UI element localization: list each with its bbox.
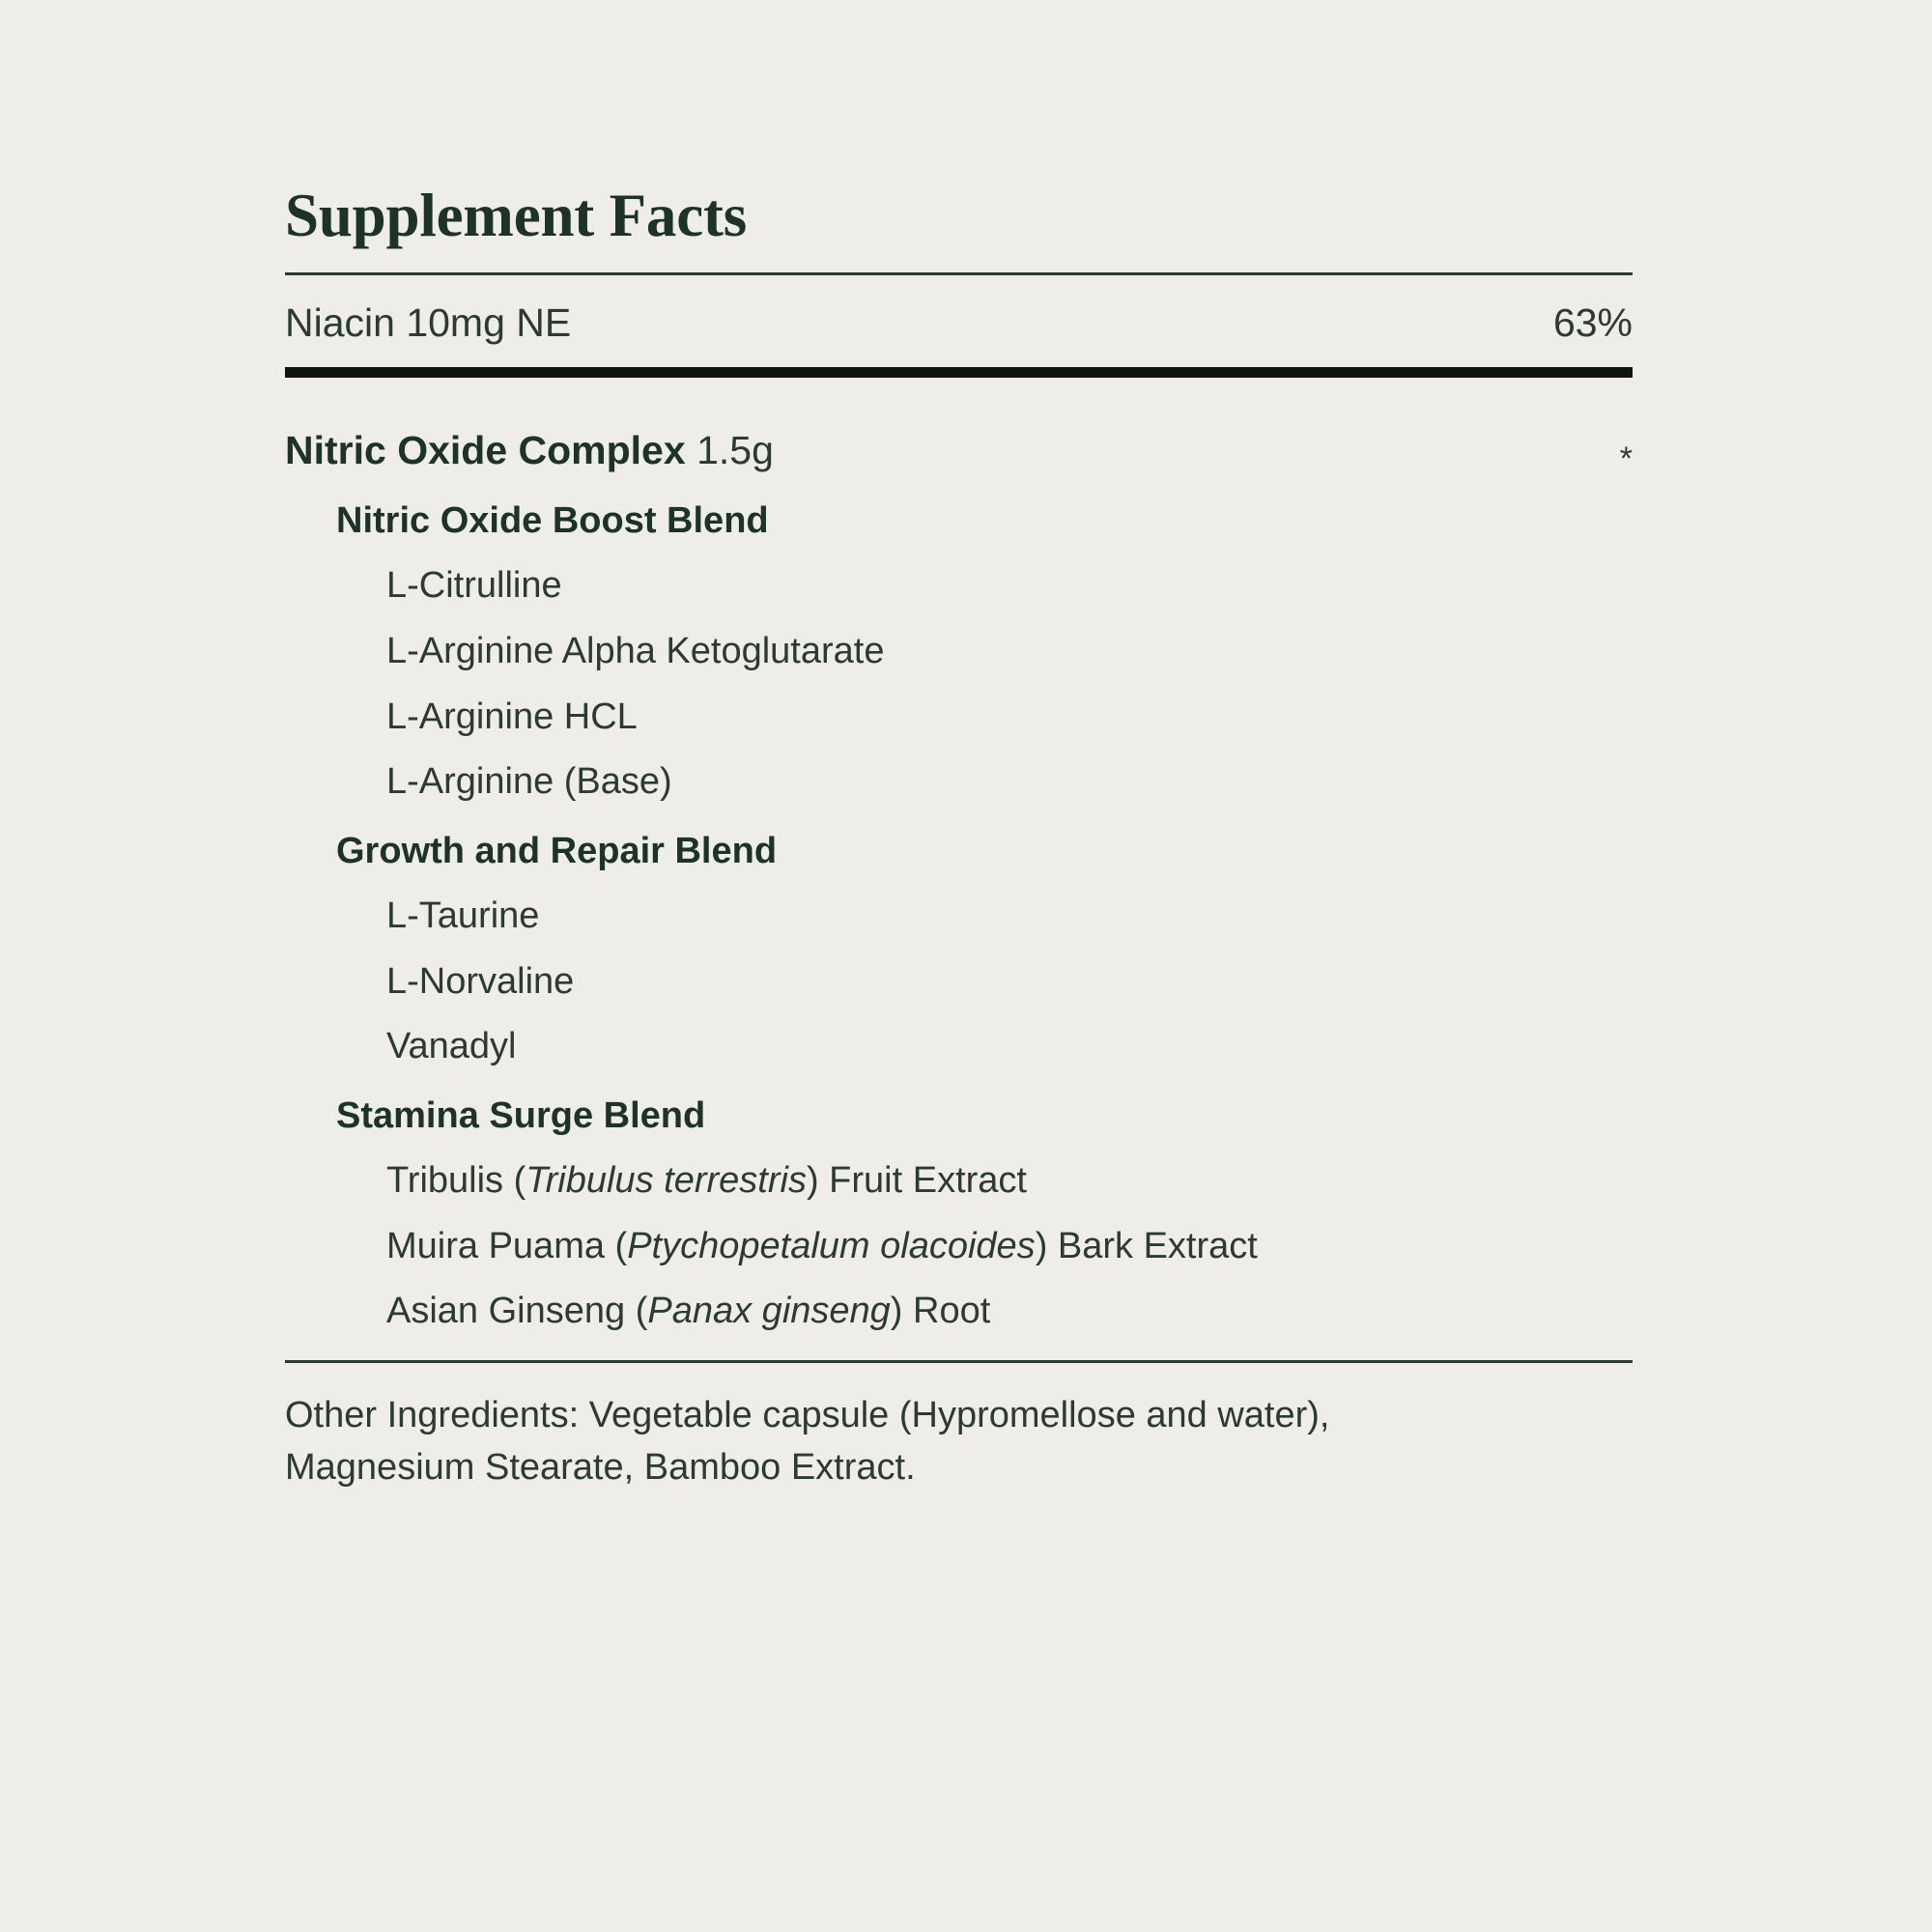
ingredient-item: L-Norvaline <box>386 960 575 1002</box>
complex-row <box>285 378 1633 478</box>
ingredient-item: Tribulis (Tribulus terrestris) Fruit Extract <box>386 1159 1027 1201</box>
supplement-facts-panel <box>285 184 1633 1494</box>
ingredient-item: L-Arginine Alpha Ketoglutarate <box>386 630 885 671</box>
ingredient-item: Muira Puama (Ptychopetalum olacoides) Bark Extract <box>386 1225 1258 1266</box>
page-title: Supplement Facts <box>285 182 748 249</box>
complex-amount: 1.5g <box>696 428 774 473</box>
ingredient-item: L-Arginine (Base) <box>386 761 672 803</box>
blend-title-3: Stamina Surge Blend <box>336 1094 706 1136</box>
divider-bottom <box>285 1360 1633 1363</box>
ingredient-item: L-Citrulline <box>386 565 562 607</box>
ingredient-item: Vanadyl <box>386 1026 517 1067</box>
nutrient-row <box>285 275 1633 367</box>
nutrient-name: Niacin 10mg NE <box>285 300 572 346</box>
other-ingredients: Other Ingredients: Vegetable capsule (Hypromellose and water), Magnesium Stearate, Bamboo Extract. <box>285 1395 1330 1488</box>
complex-name <box>285 428 774 473</box>
blend-title-1: Nitric Oxide Boost Blend <box>336 500 769 542</box>
ingredient-item: L-Arginine HCL <box>386 696 638 737</box>
complex-title: Nitric Oxide Complex <box>285 428 686 473</box>
divider-thick <box>285 367 1633 378</box>
nutrient-daily-value: 63% <box>1552 300 1633 346</box>
ingredient-item: L-Taurine <box>386 895 540 936</box>
complex-daily-value-symbol: * <box>1619 440 1633 478</box>
ingredient-item: Asian Ginseng (Panax ginseng) Root <box>386 1291 991 1332</box>
blend-title-2: Growth and Repair Blend <box>336 830 778 871</box>
